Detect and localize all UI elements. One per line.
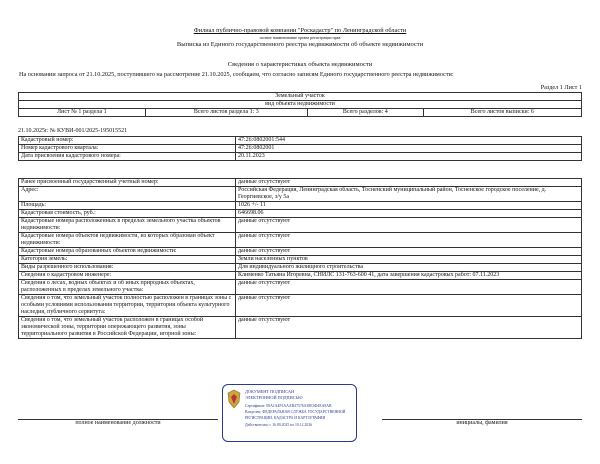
table-row: [19, 145, 582, 153]
coat-of-arms-icon: [226, 389, 242, 409]
table-row: [19, 153, 582, 161]
org-name-caption: полное наименование органа регистрации прав: [259, 35, 341, 40]
field-label: Сведения о том, что земельный участок расположен в границах особой экономической зоны, территории опережающего развития, зоны территориального развития в Российской Федерации, игорной зоны:: [19, 317, 236, 339]
field-label: Сведения о лесах, водных объектах и об иных природных объектах, расположенных в пределах земельного участка:: [19, 280, 236, 295]
sections-count: Всего разделов: 4: [307, 109, 423, 117]
field-label: Сведения о кадастровом инженере:: [19, 272, 236, 280]
table-row: [19, 256, 582, 264]
field-label: Кадастровые номера расположенных в пределах земельного участка объектов недвижимости:: [19, 218, 236, 233]
field-value: Клименко Татьяна Игоревна, СНИЛС 131-763-600 41, дата завершения кадастровых работ: 07.11.2023: [236, 272, 582, 280]
org-name: Филиал публично-правовой компании "Роскадастр" по Ленинградской области: [193, 27, 407, 34]
field-label: Категория земель:: [19, 256, 236, 264]
field-label: Ранее присвоенный государственный учетный номер:: [19, 179, 236, 187]
ids-table: [18, 136, 582, 161]
sheet-number: Лист № 1 раздела 1: [19, 109, 146, 117]
field-label: Виды разрешенного использования:: [19, 264, 236, 272]
field-label: Кадастровые номера образованных объектов недвижимости:: [19, 248, 236, 256]
details-table: [18, 178, 582, 339]
table-row: [19, 187, 582, 202]
field-label: Номер кадастрового квартала:: [19, 145, 236, 153]
field-label: Кадастровая стоимость, руб.:: [19, 210, 236, 218]
field-label: Кадастровый номер:: [19, 137, 236, 145]
document-subtitle: Сведения о характеристиках объекта недвижимости: [227, 61, 373, 68]
table-row: [19, 280, 582, 295]
summary-table: [18, 92, 582, 117]
field-value: Земли населенных пунктов: [236, 256, 582, 264]
table-row: [19, 295, 582, 317]
sheets-total: Всего листов выписки: 6: [423, 109, 581, 117]
field-value: данные отсутствуют: [236, 295, 582, 317]
table-row: [19, 317, 582, 339]
object-type: Земельный участок: [19, 93, 582, 101]
table-row: [19, 218, 582, 233]
field-value: данные отсутствуют: [236, 317, 582, 339]
table-row: [19, 264, 582, 272]
table-row: [19, 248, 582, 256]
intro-paragraph: На основании запроса от 21.10.2025, поступившего на рассмотрение 21.10.2025, сообщаем, что согласно записям Единого государственного реестра недвижимости:: [19, 71, 454, 78]
sheets-in-section: Всего листов раздела 1: 3: [145, 109, 307, 117]
object-type-label: вид объекта недвижимости: [19, 101, 582, 109]
field-value: 47:26:0802001:544: [236, 137, 582, 145]
electronic-signature-stamp: [222, 384, 357, 442]
page-info: Раздел 1 Лист 1: [540, 84, 582, 91]
field-value: Российская Федерация, Ленинградская область, Тосненский муниципальный район, Тосненское городское поселение, д. Георгиевское, з/у 5а: [236, 187, 582, 202]
field-value: данные отсутствуют: [236, 233, 582, 248]
table-row: [19, 202, 582, 210]
field-value: 1026 +/- 11: [236, 202, 582, 210]
field-label: Дата присвоения кадастрового номера:: [19, 153, 236, 161]
stamp-line-6: Действителен: с 16.09.2025 по 10.12.2026: [245, 423, 313, 427]
table-row: [19, 272, 582, 280]
stamp-line-1: ДОКУМЕНТ ПОДПИСАН: [245, 389, 295, 394]
stamp-line-2: ЭЛЕКТРОННОЙ ПОДПИСЬЮ: [245, 395, 303, 400]
stamp-line-4: Владелец: ФЕДЕРАЛЬНАЯ СЛУЖБА ГОСУДАРСТВЕННОЙ: [245, 410, 346, 414]
position-caption: полное наименование должности: [18, 419, 218, 427]
table-row: [19, 210, 582, 218]
document-title: Выписка из Единого государственного реестра недвижимости об объекте недвижимости: [176, 41, 424, 48]
field-label: Сведения о том, что земельный участок полностью расположен в границах зоны с особыми условиями использования территории, территории объекта культурного наследия, публичного сервитута:: [19, 295, 236, 317]
field-label: Адрес:: [19, 187, 236, 202]
extract-date-number: 21.10.2025г. № КУВИ-001/2025-195015521: [18, 128, 128, 134]
table-row: [19, 179, 582, 187]
field-value: данные отсутствуют: [236, 218, 582, 233]
field-label: Кадастровые номера объектов недвижимости, из которых образован объект недвижимости:: [19, 233, 236, 248]
stamp-line-5: РЕГИСТРАЦИИ, КАДАСТРА И КАРТОГРАФИИ: [245, 416, 326, 420]
field-label: Площадь:: [19, 202, 236, 210]
field-value: Для индивидуального жилищного строительства: [236, 264, 582, 272]
field-value: 646698.06: [236, 210, 582, 218]
field-value: 20.11.2023: [236, 153, 582, 161]
field-value: 47:26:0802001: [236, 145, 582, 153]
field-value: данные отсутствуют: [236, 248, 582, 256]
table-row: [19, 137, 582, 145]
field-value: данные отсутствуют: [236, 280, 582, 295]
stamp-line-3: Сертификат: 00А1А4Р1АААВ47576А38Е3Ф4ЕА8АВ: [245, 404, 332, 408]
name-caption: инициалы, фамилия: [382, 419, 582, 427]
table-row: [19, 233, 582, 248]
field-value: данные отсутствуют: [236, 179, 582, 187]
